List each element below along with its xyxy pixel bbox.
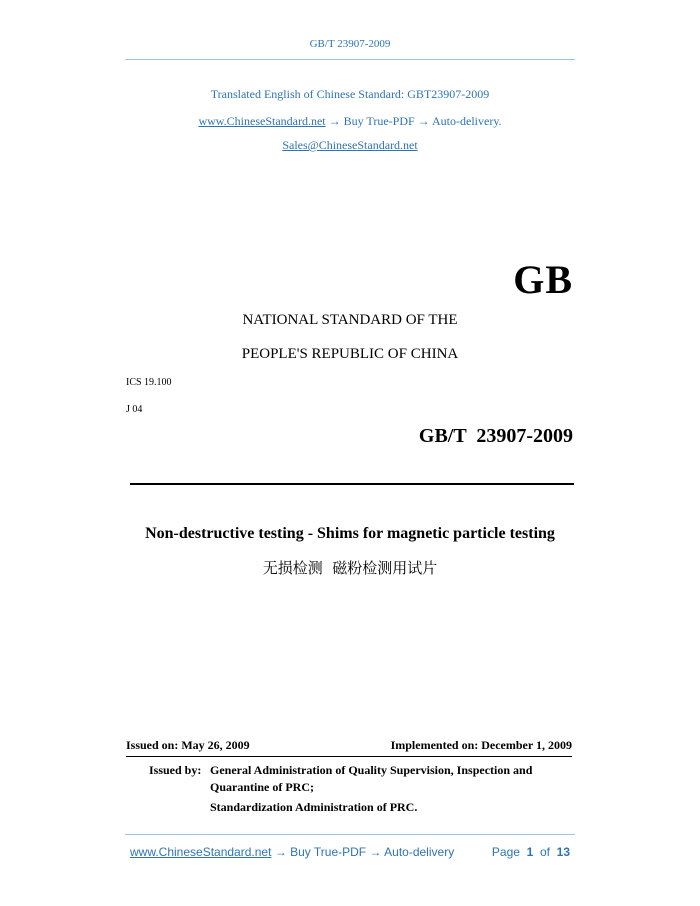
issuer-1-line-a: General Administration of Quality Supervision, Inspection and <box>210 763 533 777</box>
running-header: GB/T 23907-2009 <box>309 38 391 50</box>
page-current: 1 <box>526 845 534 859</box>
footer-purchase-line <box>130 845 454 859</box>
title-divider <box>130 483 574 485</box>
translation-note: Translated English of Chinese Standard: GBT23907-2009 <box>210 87 490 101</box>
gb-mark: GB <box>513 257 573 302</box>
chinese-title: 无损检测 磁粉检测用试片 <box>262 559 438 577</box>
arrow-icon: → <box>417 114 430 128</box>
of-label: of <box>539 845 550 859</box>
buy-text: Buy True-PDF <box>343 114 415 128</box>
dates-divider <box>126 756 572 757</box>
email-link[interactable]: Sales@ChineseStandard.net <box>282 138 418 152</box>
ccs-code: J 04 <box>126 404 143 415</box>
implemented-date: Implemented on: December 1, 2009 <box>390 738 572 752</box>
english-title: Non-destructive testing - Shims for magnetic particle testing <box>145 525 555 542</box>
page-total: 13 <box>556 845 570 859</box>
footer-auto-delivery-text: Auto-delivery <box>384 845 455 859</box>
arrow-icon: → <box>328 114 341 128</box>
purchase-line <box>0 114 700 129</box>
arrow-icon: → <box>369 845 382 859</box>
page-label: Page <box>491 845 520 859</box>
national-standard-line1: NATIONAL STANDARD OF THE <box>242 312 458 328</box>
issuer-2: Standardization Administration of PRC. <box>210 800 418 814</box>
auto-delivery-text: Auto-delivery. <box>432 114 502 128</box>
header-rule <box>125 59 575 60</box>
footer-buy-text: Buy True-PDF <box>290 845 367 859</box>
national-standard-line2: PEOPLE'S REPUBLIC OF CHINA <box>241 346 459 362</box>
ics-code: ICS 19.100 <box>126 377 172 388</box>
footer-site-link[interactable]: www.ChineseStandard.net <box>130 845 272 859</box>
arrow-icon: → <box>274 845 287 859</box>
standard-number: GB/T 23907-2009 <box>418 425 573 447</box>
issuer-1-line-b: Quarantine of PRC; <box>210 780 314 794</box>
issued-date: Issued on: May 26, 2009 <box>126 738 250 752</box>
email-line <box>0 138 700 153</box>
site-link[interactable]: www.ChineseStandard.net <box>198 114 326 128</box>
page-indicator <box>492 845 570 859</box>
issued-by-label: Issued by: <box>149 763 202 777</box>
footer-rule <box>125 834 575 835</box>
